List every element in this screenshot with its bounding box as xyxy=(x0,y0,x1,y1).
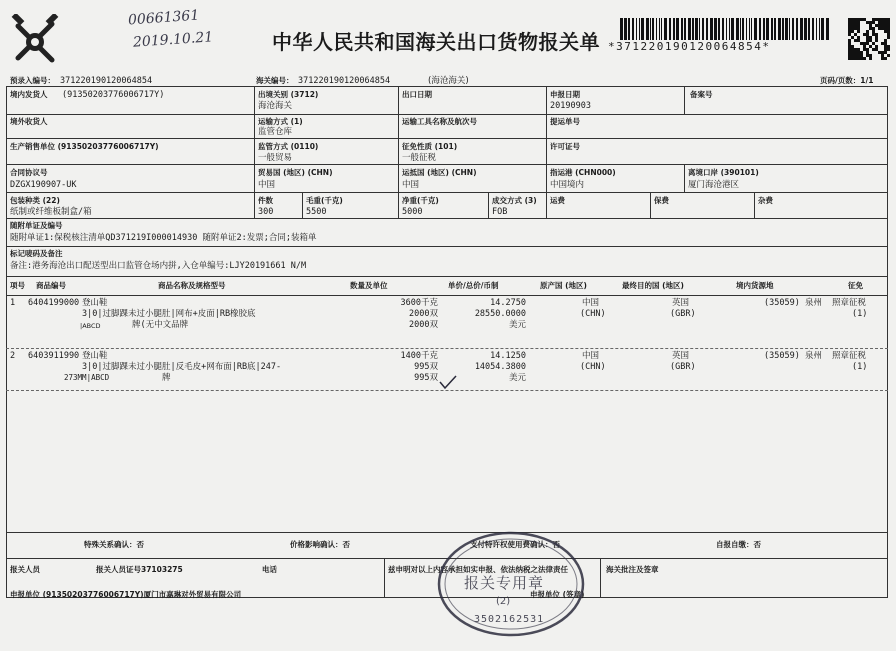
item-no: 1 xyxy=(10,298,16,308)
trade-country-label: 贸易国 (地区) (CHN) xyxy=(258,168,333,177)
item-tax-code: (1) xyxy=(852,309,868,319)
item-qty-3: 2000双 xyxy=(409,320,438,330)
item-origin-code: (CHN) xyxy=(580,309,606,319)
leave-port-value: 厦门海沧港区 xyxy=(688,180,740,190)
dest-country-value: 中国 xyxy=(402,180,420,190)
item-currency: 美元 xyxy=(508,320,526,330)
misc-fee-label: 杂费 xyxy=(758,196,773,205)
contract-label: 合同协议号 xyxy=(10,168,48,177)
qr-code-image xyxy=(848,18,890,60)
barcode-text: *371220190120064854* xyxy=(608,40,771,53)
stamp-index: (2) xyxy=(496,596,511,607)
producer-label: 生产销售单位 (91350203776006717Y) xyxy=(10,142,159,151)
insurance-label: 保费 xyxy=(654,196,669,205)
stamp-number: 3502162531 xyxy=(474,614,545,625)
contract-value: DZGX190907-UK xyxy=(10,180,77,190)
item-qty-1: 1400千克 xyxy=(400,351,438,361)
incoterm-label: 成交方式 (3) xyxy=(492,196,537,205)
self-pay-confirm: 自报自缴：否 xyxy=(716,540,761,549)
pre-entry-number: 371220190120064854 xyxy=(60,76,153,86)
record-no-label: 备案号 xyxy=(690,90,713,99)
item-dest: 英国 xyxy=(672,351,690,361)
package-value: 纸制或纤维板制盒/箱 xyxy=(10,207,92,217)
gross-weight-label: 毛重(千克) xyxy=(306,196,343,205)
pieces-label: 件数 xyxy=(258,196,273,205)
license-label: 许可证号 xyxy=(550,142,580,151)
item-spec-2: 牌 xyxy=(162,373,171,383)
customs-stamp xyxy=(436,530,586,638)
item-source: (35059) 泉州 xyxy=(764,298,822,308)
item-spec-1: 3|0|过脚踝未过小腿肚|网布+皮面|RB橡胶底 xyxy=(82,309,256,319)
gross-weight-value: 5500 xyxy=(306,207,327,217)
item-dest: 英国 xyxy=(672,298,690,308)
item-source: (35059) 泉州 xyxy=(764,351,822,361)
item-unit-price: 14.1250 xyxy=(490,351,526,361)
exit-office-value: 海沧海关 xyxy=(258,101,293,111)
item-dest-code: (GBR) xyxy=(670,309,696,319)
declarant-label: 报关人员 xyxy=(10,565,40,574)
item-tax: 照章征税 xyxy=(832,298,867,308)
item-no: 2 xyxy=(10,351,16,361)
declaring-unit-seal-label: 申报单位 (签章) xyxy=(530,590,585,599)
item-tax: 照章征税 xyxy=(832,351,867,361)
phone-label: 电话 xyxy=(262,565,277,574)
item-total: 14054.3800 xyxy=(474,362,526,372)
pre-entry-label: 预录入编号： xyxy=(10,76,55,85)
declare-date-label: 申报日期 xyxy=(550,90,580,99)
remarks-label: 标记唛码及备注 xyxy=(10,249,63,258)
item-total: 28550.0000 xyxy=(474,309,526,319)
package-label: 包装种类 (22) xyxy=(10,196,60,205)
tax-nature-label: 征免性质 (101) xyxy=(402,142,458,151)
col-origin: 原产国 (地区) xyxy=(540,281,587,290)
item-origin: 中国 xyxy=(582,298,600,308)
item-unit-price: 14.2750 xyxy=(490,298,526,308)
price-impact-confirm: 价格影响确认：否 xyxy=(290,540,350,549)
documents-label: 随附单证及编号 xyxy=(10,221,63,230)
page-count: 页码/页数：1/1 xyxy=(820,76,874,85)
item-qty-2: 995双 xyxy=(414,362,438,372)
net-weight-label: 净重(千克) xyxy=(402,196,439,205)
stamp-title: 报关专用章 xyxy=(464,574,545,592)
export-date-label: 出口日期 xyxy=(402,90,432,99)
item-spec-1: 3|0|过脚踝未过小腿肚|反毛皮+网布面|RB底|247- xyxy=(82,362,282,372)
port-value: 中国境内 xyxy=(550,180,585,190)
col-tax-exempt: 征免 xyxy=(848,281,863,290)
item-name: 登山鞋 xyxy=(82,351,108,361)
leave-port-label: 离境口岸 (390101) xyxy=(688,168,759,177)
exit-office-label: 出境关别 (3712) xyxy=(258,90,319,99)
col-name-spec: 商品名称及规格型号 xyxy=(158,281,226,290)
col-item-no: 项号 xyxy=(10,281,25,290)
trade-country-value: 中国 xyxy=(258,180,276,190)
consignee-label: 境外收货人 xyxy=(10,117,48,126)
dest-country-label: 运抵国 (地区) (CHN) xyxy=(402,168,477,177)
royalty-confirm: 支付特许权使用费确认：否 xyxy=(470,540,560,549)
customs-office: (海沧海关) xyxy=(428,76,469,86)
customs-no-label: 海关编号： xyxy=(256,76,294,85)
col-domestic-source: 境内货源地 xyxy=(736,281,774,290)
item-spec-2: 牌(无中文品牌 xyxy=(132,320,189,330)
item-qty-1: 3600千克 xyxy=(400,298,438,308)
customs-emblem-icon xyxy=(8,14,62,70)
remarks-value: 备注:港务海沧出口配送型出口监管仓场内拼,入仓单编号:LJY20191661 N/M xyxy=(10,261,307,271)
item-spec-small: 273MM|ABCD xyxy=(64,373,110,382)
customs-note-label: 海关批注及签章 xyxy=(606,565,659,574)
item-currency: 美元 xyxy=(508,373,526,383)
handwritten-number: 00661361 xyxy=(127,7,200,29)
shipper-value: (91350203776006717Y) xyxy=(62,90,165,100)
page-title: 中华人民共和国海关出口货物报关单 xyxy=(272,30,600,54)
incoterm-value: FOB xyxy=(492,207,508,217)
declare-date-value: 20190903 xyxy=(550,101,591,111)
item-qty-2: 2000双 xyxy=(409,309,438,319)
item-origin: 中国 xyxy=(582,351,600,361)
vessel-label: 运输工具名称及航次号 xyxy=(402,117,477,126)
net-weight-value: 5000 xyxy=(402,207,423,217)
declaration-statement: 兹申明对以上内容承担如实申报、依法纳税之法律责任 xyxy=(388,565,568,574)
declarant-cert-label: 报关人员证号37103275 xyxy=(96,565,183,574)
bol-label: 提运单号 xyxy=(550,117,580,126)
barcode-image xyxy=(620,18,832,40)
transport-label: 运输方式 (1) xyxy=(258,117,303,126)
handwritten-date: 2019.10.21 xyxy=(132,29,214,51)
item-tax-code: (1) xyxy=(852,362,868,372)
item-name: 登山鞋 xyxy=(82,298,108,308)
col-qty-unit: 数量及单位 xyxy=(350,281,388,290)
declaring-unit: 申报单位 (91350203776006717Y)厦门市嘉琳对外贸易有限公司 xyxy=(10,590,242,599)
table-row xyxy=(6,296,888,348)
item-qty-3: 995双 xyxy=(414,373,438,383)
col-price: 单价/总价/币制 xyxy=(448,281,499,290)
supervision-value: 一般贸易 xyxy=(258,153,293,163)
special-relation-confirm: 特殊关系确认：否 xyxy=(84,540,144,549)
pieces-value: 300 xyxy=(258,207,274,217)
shipper-label: 境内发货人 xyxy=(10,90,48,99)
port-label: 指运港 (CHN000) xyxy=(550,168,616,177)
item-dest-code: (GBR) xyxy=(670,362,696,372)
col-final-dest: 最终目的国 (地区) xyxy=(622,281,684,290)
item-hs-code: 6404199000 xyxy=(28,298,80,308)
item-hs-code: 6403911990 xyxy=(28,351,80,361)
item-origin-code: (CHN) xyxy=(580,362,606,372)
item-spec-small: |ABCD xyxy=(80,322,101,330)
freight-label: 运费 xyxy=(550,196,565,205)
supervision-label: 监管方式 (0110) xyxy=(258,142,319,151)
transport-value: 监管仓库 xyxy=(258,127,293,137)
tax-nature-value: 一般征税 xyxy=(402,153,437,163)
col-hs-code: 商品编号 xyxy=(36,281,66,290)
check-mark-icon xyxy=(438,374,458,390)
customs-number: 371220190120064854 xyxy=(298,76,391,86)
documents-value: 随附单证1:保税核注清单QD371219I000014930 随附单证2:发票;合同;装箱单 xyxy=(10,233,317,243)
